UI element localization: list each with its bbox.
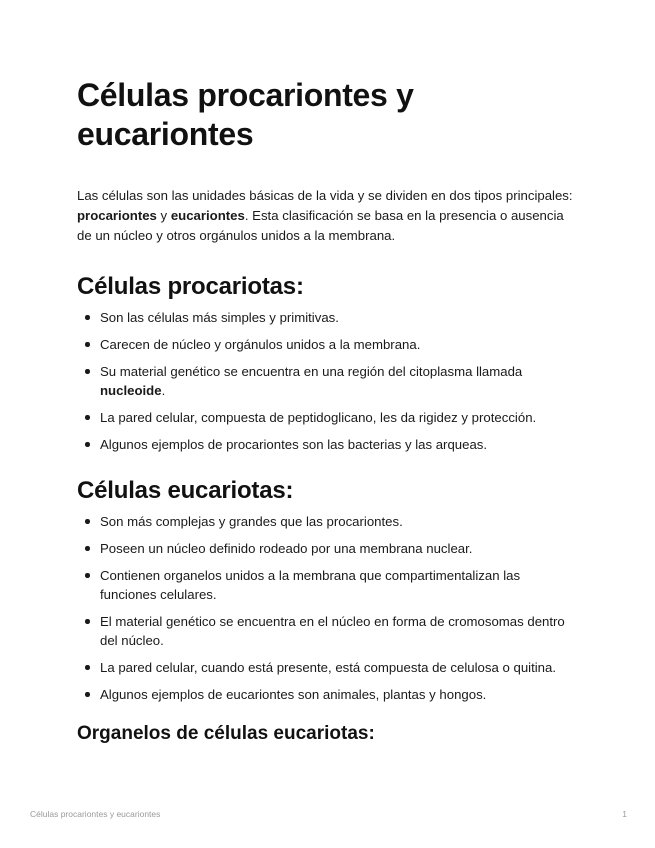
list-item (77, 658, 577, 677)
list-item-text: La pared celular, compuesta de peptidoglicano, les da rigidez y protección. (100, 410, 537, 425)
list-item-text: Su material genético se encuentra en una región del citoplasma llamada (100, 364, 523, 379)
list-item (77, 435, 577, 454)
intro-text-1: Las células son las unidades básicas de la vida y se dividen en dos tipos principales: (77, 188, 573, 203)
list-item-text: Poseen un núcleo definido rodeado por una membrana nuclear. (100, 541, 473, 556)
list-item (77, 408, 577, 427)
section-heading-procariotas: Células procariotas: (77, 273, 304, 300)
list-item-text: La pared celular, cuando está presente, está compuesta de celulosa o quitina. (100, 660, 557, 675)
bullet-icon (85, 519, 90, 524)
footer-page-number: 1 (622, 809, 627, 819)
section-heading-eucariotas: Células eucariotas: (77, 477, 294, 504)
intro-bold-eucariontes: eucariontes (170, 208, 245, 223)
bullet-icon (85, 573, 90, 578)
list-item-text: Contienen organelos unidos a la membrana que compartimentalizan las funciones celulares. (100, 568, 521, 602)
list-item (77, 308, 577, 327)
list-item (77, 685, 577, 704)
page-title: Células procariontes y eucariontes (77, 77, 414, 152)
document-content (77, 76, 577, 746)
list-item (77, 566, 577, 604)
list-item (77, 335, 577, 354)
list-item (77, 512, 577, 531)
list-item (77, 539, 577, 558)
bullet-icon (85, 692, 90, 697)
list-item-text: El material genético se encuentra en el núcleo en forma de cromosomas dentro del núcleo. (100, 614, 565, 648)
list-item-text: Carecen de núcleo y orgánulos unidos a la membrana. (100, 337, 421, 352)
intro-text-2: y (156, 208, 171, 223)
bullet-icon (85, 342, 90, 347)
list-item-text-after: . (161, 383, 166, 398)
intro-text-3: . Esta clasificación se basa en la presencia o ausencia de un núcleo y otros orgánulos unidos a la membrana. (77, 208, 564, 243)
list-item-text: Algunos ejemplos de procariontes son las bacterias y las arqueas. (100, 437, 488, 452)
list-item (77, 362, 577, 400)
list-item-text: Algunos ejemplos de eucariontes son animales, plantas y hongos. (100, 687, 487, 702)
list-item-text: Son las células más simples y primitivas. (100, 310, 339, 325)
list-item-bold-nucleoide: nucleoide (100, 383, 162, 398)
bullet-icon (85, 315, 90, 320)
list-item (77, 612, 577, 650)
intro-bold-procariontes: procariontes (77, 208, 157, 223)
bullet-icon (85, 415, 90, 420)
bullet-icon (85, 546, 90, 551)
bullet-icon (85, 442, 90, 447)
bullet-icon (85, 619, 90, 624)
eucariotas-list (77, 512, 577, 704)
intro-paragraph (77, 186, 577, 246)
list-item-text: Son más complejas y grandes que las procariontes. (100, 514, 403, 529)
procariotas-list (77, 308, 577, 454)
footer-document-title: Células procariontes y eucariontes (30, 809, 161, 819)
bullet-icon (85, 665, 90, 670)
subsection-heading-organelos: Organelos de células eucariotas: (77, 723, 375, 744)
bullet-icon (85, 369, 90, 374)
